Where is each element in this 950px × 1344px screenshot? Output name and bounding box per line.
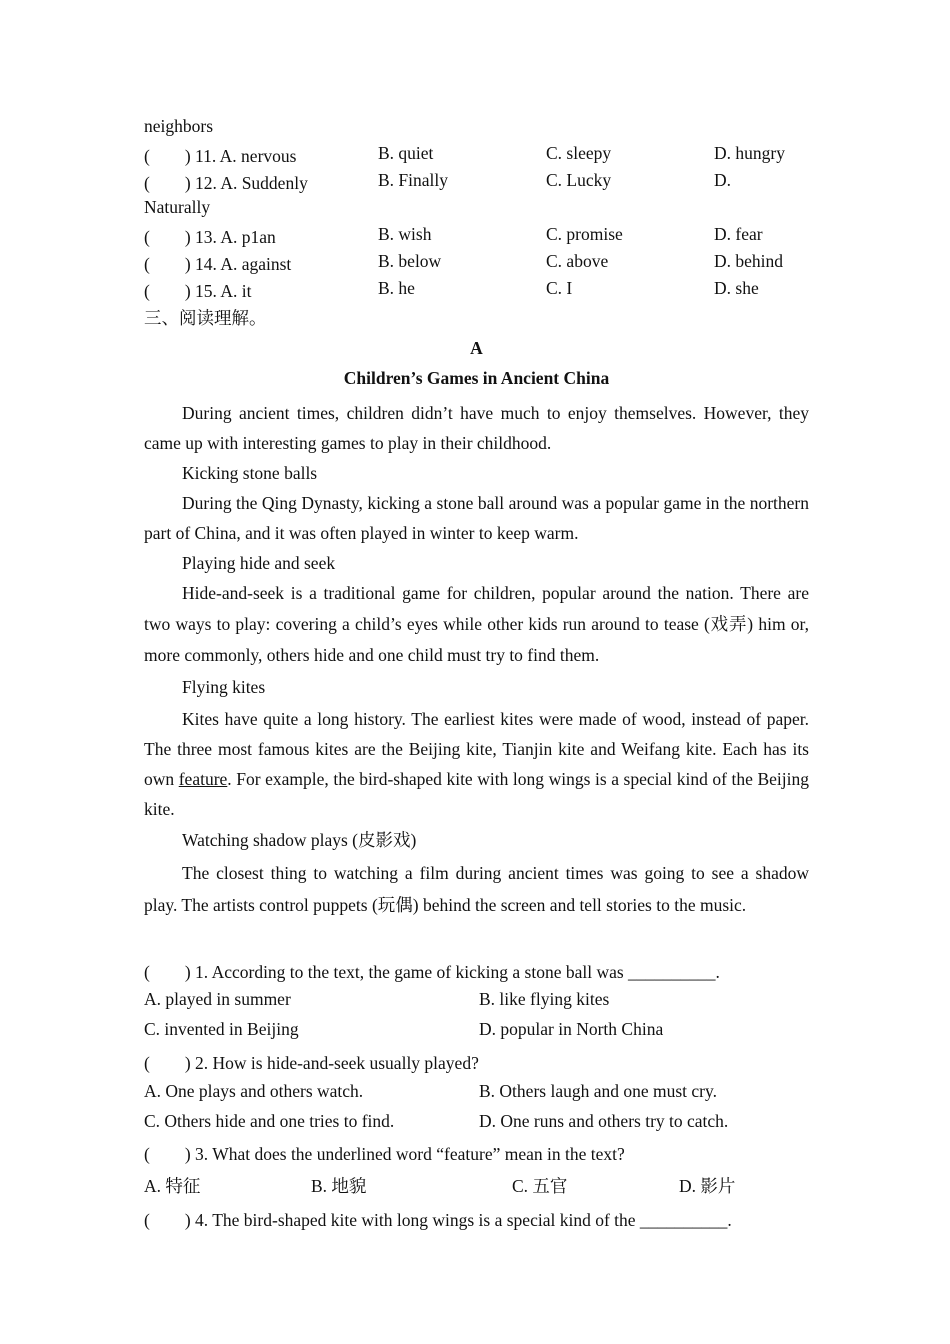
option-a: A. played in summer bbox=[144, 989, 291, 1009]
option-d: D. popular in North China bbox=[479, 1019, 664, 1039]
kites-text-a: Kites have quite a long history. The earliest kites were made of wood, instead of paper. The three most famous kites are the Beijing kite, Tianjin kite and Weifang kite. Each has its own bbox=[144, 709, 809, 789]
shadow-plays-paragraph: The closest thing to watching a film during ancient times was going to see a shadow play. The artists control puppets (玩偶) behind the screen and tell stories to the music. bbox=[144, 863, 809, 915]
mc-option-c: C. above bbox=[546, 251, 609, 271]
mc-option-b: B. quiet bbox=[378, 143, 434, 163]
option-a: A. 特征 bbox=[144, 1176, 201, 1196]
mc-option-d: D. behind bbox=[714, 251, 784, 271]
mc-option-c: C. I bbox=[546, 278, 573, 298]
question-3: ( ) 3. What does the underlined word “feature” mean in the text? bbox=[144, 1144, 625, 1164]
passage-body bbox=[144, 398, 809, 921]
question-1: ( ) 1. According to the text, the game of kicking a stone ball was __________. bbox=[144, 962, 720, 982]
option-d: D. One runs and others try to catch. bbox=[479, 1111, 729, 1131]
mc-option-c: C. promise bbox=[546, 224, 623, 244]
mc-stem: ( ) 12. A. Suddenly bbox=[144, 173, 308, 193]
mc-option-d: D. hungry bbox=[714, 143, 785, 163]
option-c: C. Others hide and one tries to find. bbox=[144, 1111, 395, 1131]
mc-stem: ( ) 11. A. nervous bbox=[144, 146, 297, 166]
mc-stem: ( ) 14. A. against bbox=[144, 254, 292, 274]
option-b: B. 地貌 bbox=[311, 1176, 367, 1196]
kites-paragraph bbox=[144, 704, 809, 824]
intro-paragraph: During ancient times, children didn’t have much to enjoy themselves. However, they came up with interesting games to play in their childhood. bbox=[144, 403, 809, 453]
mc-option-b: B. he bbox=[378, 278, 415, 298]
hide-seek-paragraph: Hide-and-seek is a traditional game for children, popular around the nation. There are two ways to play: covering a child’s eyes while other kids run around to tease (戏弄) him or, more commonly, others hide and one child must try to find them. bbox=[144, 583, 809, 665]
mc-stem: ( ) 15. A. it bbox=[144, 281, 252, 301]
kicking-paragraph: During the Qing Dynasty, kicking a stone ball around was a popular game in the northern part of China, and it was often played in winter to keep warm. bbox=[144, 493, 809, 543]
mc-option-b: B. wish bbox=[378, 224, 432, 244]
subheading-hide-seek: Playing hide and seek bbox=[182, 553, 336, 573]
option-b: B. like flying kites bbox=[479, 989, 610, 1009]
mc-option-d: D. she bbox=[714, 278, 759, 298]
mc-stem: ( ) 13. A. p1an bbox=[144, 227, 276, 247]
passage-title: Children’s Games in Ancient China bbox=[343, 368, 610, 388]
question-2: ( ) 2. How is hide-and-seek usually played? bbox=[144, 1053, 479, 1073]
subheading-kites: Flying kites bbox=[182, 677, 266, 697]
option-a: A. One plays and others watch. bbox=[144, 1081, 364, 1101]
subheading-shadow-plays: Watching shadow plays (皮影戏) bbox=[182, 830, 417, 850]
option-c: C. invented in Beijing bbox=[144, 1019, 299, 1039]
mc-option-d: D. fear bbox=[714, 224, 763, 244]
passage-label: A bbox=[470, 338, 483, 358]
mc-option-b: B. below bbox=[378, 251, 442, 271]
option-d: D. 影片 bbox=[679, 1176, 736, 1196]
mc-option-d: D. bbox=[714, 170, 732, 190]
mc-option-c: C. Lucky bbox=[546, 170, 612, 190]
section-heading: 三、阅读理解。 bbox=[144, 308, 267, 328]
mc-option-b: B. Finally bbox=[378, 170, 449, 190]
question-4: ( ) 4. The bird-shaped kite with long wings is a special kind of the __________. bbox=[144, 1210, 732, 1230]
subheading-kicking: Kicking stone balls bbox=[182, 463, 318, 483]
kites-text-b: . For example, the bird-shaped kite with long wings is a special kind of the Beijing kite. bbox=[144, 769, 810, 819]
option-c: C. 五官 bbox=[512, 1176, 568, 1196]
mc-row-12-wrap: Naturally bbox=[144, 197, 211, 217]
option-b: B. Others laugh and one must cry. bbox=[479, 1081, 717, 1101]
carryover-text: neighbors bbox=[144, 116, 214, 136]
mc-option-c: C. sleepy bbox=[546, 143, 612, 163]
underlined-word-feature: feature bbox=[178, 769, 228, 789]
